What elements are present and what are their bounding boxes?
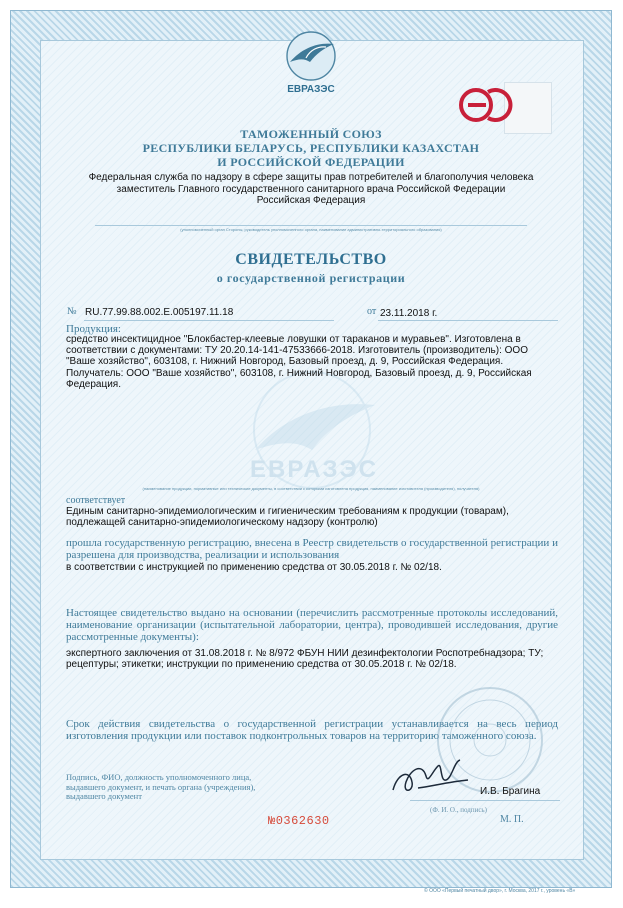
logo-text: ЕВРАЗЭС [287, 84, 335, 95]
header-line-3: И РОССИЙСКОЙ ФЕДЕРАЦИИ [217, 155, 405, 169]
date-label: от [367, 306, 377, 317]
date-value: 23.11.2018 г. [380, 308, 438, 319]
eurasec-bird-logo-icon [272, 28, 350, 98]
conformity-mark [454, 80, 524, 130]
basis-text: Настоящее свидетельство выдано на основании (перечислить рассмотренные протоколы исследований, наименование организации (испытательной лаборатории, центра), проводившей исследования, другие рассмотренные документы): [66, 607, 558, 643]
number-label: № [67, 306, 77, 317]
stamp-place: М. П. [500, 814, 524, 825]
registration-section [66, 537, 558, 573]
header-line-2: РЕСПУБЛИКИ БЕЛАРУСЬ, РЕСПУБЛИКИ КАЗАХСТАН [142, 141, 480, 155]
products-section [66, 323, 558, 390]
service-line-3: Российская Федерация [256, 195, 366, 206]
basis-value: экспертного заключения от 31.08.2018 г. № 8/972 ФБУН НИИ дезинфектологии Роспотребнадзора; ТУ; рецептуры; этикетки; инструкции по применению средства от 30.05.2018 г. № 02/18. [66, 648, 544, 671]
certificate-title: СВИДЕТЕЛЬСТВО [235, 251, 387, 268]
product-caption: (наименование продукции, нормативные или технические документы, в соответствии с которыми изготовлена продукция, наименование изготовителя (производителя), получателя) [142, 486, 480, 491]
print-note: © ООО «Первый печатный двор», г. Москва, 2017 г., уровень «В» [424, 888, 576, 894]
serial-number: №0362630 [268, 814, 330, 828]
sanitary-conformity-mark-icon [454, 80, 514, 130]
issuing-authority [40, 172, 582, 207]
registration-instruction: в соответствии с инструкцией по применению средства от 30.05.2018 г. № 02/18. [66, 562, 442, 573]
header-line-1: ТАМОЖЕННЫЙ СОЮЗ [240, 127, 382, 141]
products-text: средство инсектицидное "Блокбастер-клеевые ловушки от тараканов и муравьев". Изготовлена в соответствии с документами: ТУ 20.20.14-141-47533666-2018. Изготовитель (производитель): ООО "Ваше хозяйство", 603108, г. Нижний Новгород, Базовый проезд, д. 9, Российская Федерация. Получатель: ООО "Ваше хозяйство", 603108, г. Нижний Новгород, Базовый проезд, д. 9, Российская Федерация. [66, 334, 532, 390]
eurasec-logo [272, 28, 350, 98]
signature-caption: (Ф. И. О., подпись) [430, 806, 487, 814]
number-value: RU.77.99.88.002.Е.005197.11.18 [85, 307, 234, 318]
compliance-text: Единым санитарно-эпидемиологическим и гигиеническим требованиям к продукции (товарам), подлежащей санитарно-эпидемиологическому надзору (контролю) [66, 506, 509, 529]
authority-caption: (уполномоченный орган Стороны, руководитель уполномоченного органа, наименование административно-территориального образования) [180, 227, 442, 232]
products-label: Продукция: [66, 323, 121, 335]
watermark-text: ЕВРАЗЭС [249, 456, 378, 483]
service-line-1: Федеральная служба по надзору в сфере защиты прав потребителей и благополучия человека [88, 172, 534, 183]
certificate-subtitle: о государственной регистрации [216, 271, 406, 285]
handwritten-signature-icon [388, 752, 473, 802]
registration-text: прошла государственную регистрацию, внесена в Реестр свидетельств о государственной регистрации и разрешена для производства, реализации и использования [66, 537, 558, 561]
compliance-label: соответствует [66, 495, 126, 506]
signatory-name: И.В. Брагина [480, 786, 541, 797]
service-line-2: заместитель Главного государственного санитарного врача Российской Федерации [116, 183, 506, 195]
validity-text: Срок действия свидетельства о государственной регистрации устанавливается на весь период изготовления продукции или поставок подконтрольных товаров на территорию таможенного союза. [66, 718, 558, 742]
signature-caption-left: Подпись, ФИО, должность уполномоченного лица, выдавшего документ, и печать органа (учреждения), выдавшего документ [66, 772, 256, 801]
basis-section [66, 607, 558, 670]
compliance-section [66, 496, 558, 528]
union-header [40, 127, 582, 169]
